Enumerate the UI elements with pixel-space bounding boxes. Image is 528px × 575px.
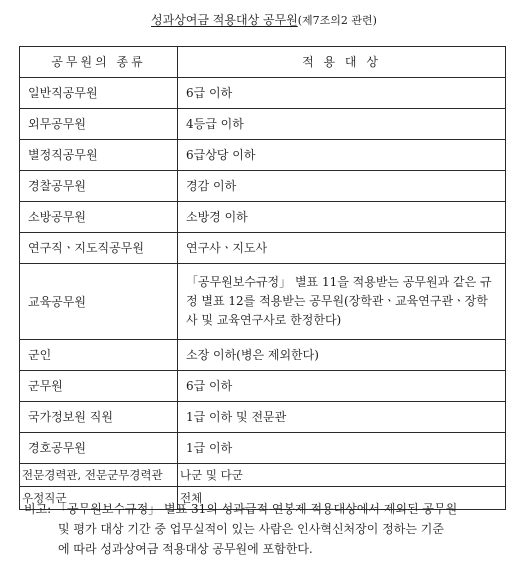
- column-header-type: 공무원의 종류: [20, 47, 178, 78]
- table-row: [20, 171, 506, 202]
- note-line: 비고: 「공무원보수규정」 별표 31의 성과급적 연봉제 적용대상에서 제외된 공무원: [24, 502, 458, 516]
- table-row: [20, 340, 506, 371]
- cell-type: 소방공무원: [20, 202, 178, 233]
- cell-type: 경찰공무원: [20, 171, 178, 202]
- table-row: [20, 402, 506, 433]
- cell-target: 경감 이하: [178, 171, 506, 202]
- table-row: [20, 109, 506, 140]
- cell-target: 6급 이하: [178, 78, 506, 109]
- table-row: [20, 371, 506, 402]
- cell-type: 우정직군: [20, 487, 178, 510]
- note-line: 및 평가 대상 기간 중 업무실적이 있는 사람은 인사혁신처장이 정하는 기준: [58, 522, 444, 536]
- cell-type: 연구직ㆍ지도직공무원: [20, 233, 178, 264]
- note-line: 에 따라 성과상여금 적용대상 공무원에 포함한다.: [58, 542, 313, 556]
- remarks-note: [24, 499, 510, 559]
- table-header-row: [20, 47, 506, 78]
- cell-type: 군무원: [20, 371, 178, 402]
- cell-type: 경호공무원: [20, 433, 178, 464]
- table-row: [20, 202, 506, 233]
- cell-type: 전문경력관, 전문군무경력관: [20, 464, 178, 487]
- cell-type: 일반직공무원: [20, 78, 178, 109]
- cell-target: 전체: [178, 487, 506, 510]
- title-subtitle: (제7조의2 관련): [297, 14, 377, 27]
- column-header-target: 적 용 대 상: [178, 47, 506, 78]
- cell-target: 「공무원보수규정」 별표 11을 적용받는 공무원과 같은 규정 별표 12를 적용받는 공무원(장학관ㆍ교육연구관ㆍ장학사 및 교육연구사로 한정한다): [178, 264, 506, 340]
- cell-target: 소장 이하(병은 제외한다): [178, 340, 506, 371]
- title-main: 성과상여금 적용대상 공무원: [151, 13, 298, 27]
- cell-type: 별정직공무원: [20, 140, 178, 171]
- eligibility-table: [19, 46, 506, 510]
- cell-target: 소방경 이하: [178, 202, 506, 233]
- cell-target: 나군 및 다군: [178, 464, 506, 487]
- cell-target: 연구사ㆍ지도사: [178, 233, 506, 264]
- table-row: [20, 264, 506, 340]
- table-row: [20, 78, 506, 109]
- cell-target: 1급 이하: [178, 433, 506, 464]
- cell-target: 6급 이하: [178, 371, 506, 402]
- cell-target: 1급 이하 및 전문관: [178, 402, 506, 433]
- cell-type: 군인: [20, 340, 178, 371]
- cell-type: 교육공무원: [20, 264, 178, 340]
- cell-type: 외무공무원: [20, 109, 178, 140]
- table-row: [20, 140, 506, 171]
- table-row: [20, 433, 506, 464]
- page-title: [0, 12, 528, 29]
- table-row: [20, 464, 506, 487]
- cell-target: 6급상당 이하: [178, 140, 506, 171]
- cell-type: 국가정보원 직원: [20, 402, 178, 433]
- cell-target: 4등급 이하: [178, 109, 506, 140]
- table-row: [20, 233, 506, 264]
